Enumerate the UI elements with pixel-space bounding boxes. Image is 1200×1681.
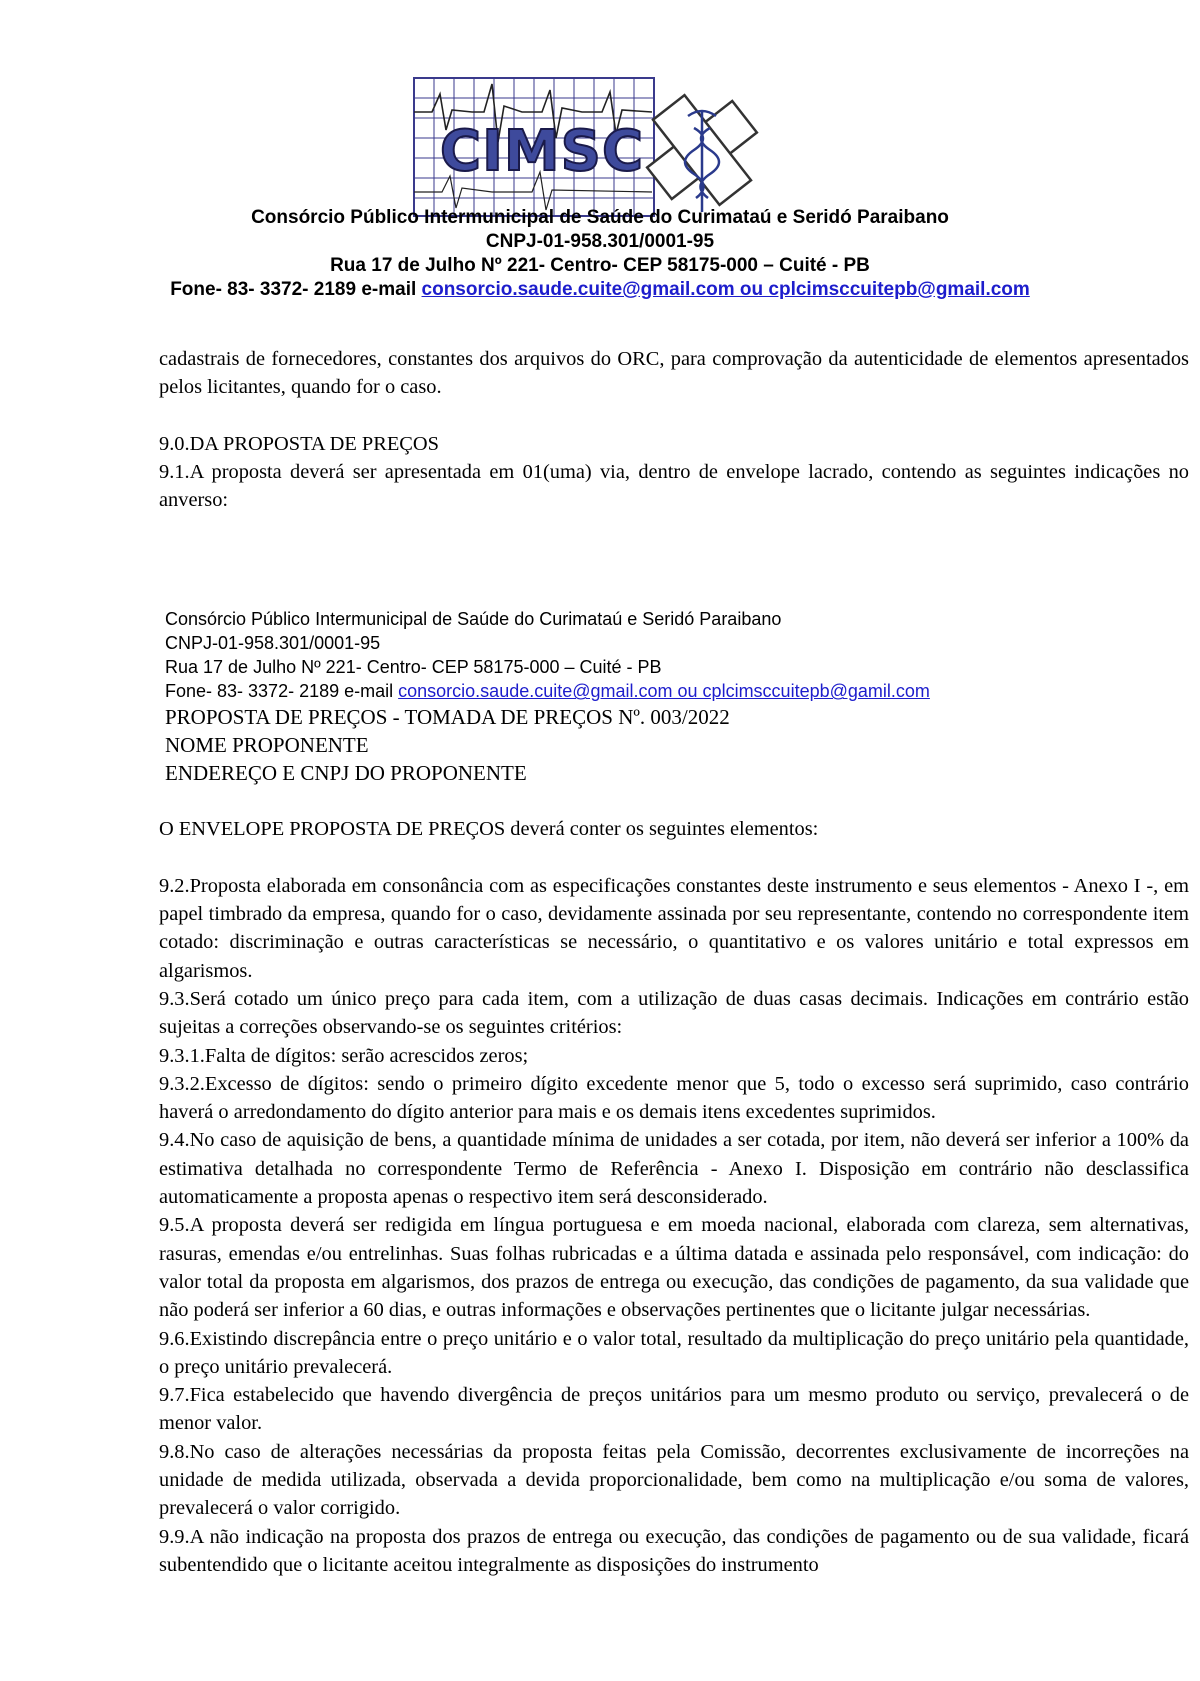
cimsc-logo: [412, 72, 772, 222]
paragraph-9-8: 9.8.No caso de alterações necessárias da proposta feitas pela Comissão, decorrentes exclusivamente de incorreções na unidade de medida utilizada, observada a devida proporcionalidade, bem como na multiplicação e/ou soma de valores, prevalecerá o valor corrigido.: [159, 1440, 1189, 1520]
paragraph-9-3-2: 9.3.2.Excesso de dígitos: sendo o primeiro dígito excedente menor que 5, todo o excesso será suprimido, caso contrário haverá o arredondamento do dígito anterior para mais e os demais itens excedentes suprimidos.: [159, 1072, 1189, 1124]
envelope-contact: [165, 679, 1189, 703]
envelope-line-proposta: PROPOSTA DE PREÇOS - TOMADA DE PREÇOS Nº. 003/2022: [165, 705, 730, 730]
header-org-name: Consórcio Público Intermunicipal de Saúde do Curimataú e Seridó Paraibano: [251, 207, 949, 228]
envelope-note: O ENVELOPE PROPOSTA DE PREÇOS deverá conter os seguintes elementos:: [159, 818, 819, 841]
paragraph-9-1: 9.1.A proposta deverá ser apresentada em 01(uma) via, dentro de envelope lacrado, contendo as seguintes indicações no anverso:: [159, 460, 1189, 512]
paragraph-9-5: 9.5.A proposta deverá ser redigida em língua portuguesa e em moeda nacional, elaborada com clareza, sem alternativas, rasuras, emendas e/ou entrelinhas. Suas folhas rubricadas e a última datada e assinada pelo responsável, com indicação: do valor total da proposta em algarismos, dos prazos de entrega ou execução, das condições de pagamento, da sua validade que não poderá ser inferior a 60 dias, e outras informações e observações pertinentes que o licitante julgar necessárias.: [159, 1214, 1189, 1322]
envelope-line-nome: NOME PROPONENTE: [165, 733, 369, 758]
document-body: [159, 345, 1189, 1579]
logo-text: CIMSC: [440, 119, 645, 184]
header-contact: [0, 278, 1200, 302]
header-cnpj: CNPJ-01-958.301/0001-95: [485, 231, 715, 252]
paragraph-9-6: 9.6.Existindo discrepância entre o preço unitário e o valor total, resultado da multiplicação do preço unitário pela quantidade, o preço unitário prevalecerá.: [159, 1327, 1189, 1378]
envelope-phone: Fone- 83- 3372- 2189 e-mail: [165, 681, 399, 702]
paragraph-9-4: 9.4.No caso de aquisição de bens, a quantidade mínima de unidades a ser cotada, por item, não deverá ser inferior a 100% da estimativa detalhada no correspondente Termo de Referência - Anexo I. Disposição em contrário não desclassifica automaticamente a proposta apenas o respectivo item será desconsiderado.: [159, 1129, 1189, 1209]
envelope-label: [159, 607, 1189, 787]
envelope-line-endereco: ENDEREÇO E CNPJ DO PROPONENTE: [165, 761, 527, 786]
paragraph-9-9: 9.9.A não indicação na proposta dos prazos de entrega ou execução, das condições de pagamento ou de sua validade, ficará subentendido que o licitante aceitou integralmente as disposições do instrumento: [159, 1525, 1189, 1576]
header-email-link[interactable]: consorcio.saude.cuite@gmail.com ou cplcimsccuitepb@gmail.com: [421, 279, 1030, 300]
envelope-email-link[interactable]: consorcio.saude.cuite@gmail.com ou cplcimsccuitepb@gamil.com: [398, 681, 930, 702]
intro-paragraph: cadastrais de fornecedores, constantes dos arquivos do ORC, para comprovação da autenticidade de elementos apresentados pelos licitantes, quando for o caso.: [159, 348, 1189, 399]
envelope-org-name: Consórcio Público Intermunicipal de Saúde do Curimataú e Seridó Paraibano: [165, 609, 782, 630]
paragraph-9-3: 9.3.Será cotado um único preço para cada item, com a utilização de duas casas decimais. Indicações em contrário estão sujeitas a correções observando-se os seguintes critérios:: [159, 987, 1189, 1039]
envelope-cnpj: CNPJ-01-958.301/0001-95: [165, 633, 381, 654]
paragraph-9-7: 9.7.Fica estabelecido que havendo divergência de preços unitários para um mesmo produto ou serviço, prevalecerá o de menor valor.: [159, 1384, 1189, 1435]
paragraph-9-2: 9.2.Proposta elaborada em consonância com as especificações constantes deste instrumento e seus elementos - Anexo I -, em papel timbrado da empresa, quando for o caso, devidamente assinada por seu representante, contendo no correspondente item cotado: discriminação e outras características se necessário, o quantitativo e os valores unitário e total expressos em algarismos.: [159, 874, 1189, 982]
header-address: Rua 17 de Julho Nº 221- Centro- CEP 58175-000 – Cuité - PB: [330, 255, 870, 276]
envelope-address: Rua 17 de Julho Nº 221- Centro- CEP 58175-000 – Cuité - PB: [165, 657, 662, 678]
paragraph-9-3-1: 9.3.1.Falta de dígitos: serão acrescidos zeros;: [159, 1044, 529, 1067]
section-title: 9.0.DA PROPOSTA DE PREÇOS: [159, 432, 439, 455]
header-phone: Fone- 83- 3372- 2189 e-mail: [170, 279, 422, 300]
